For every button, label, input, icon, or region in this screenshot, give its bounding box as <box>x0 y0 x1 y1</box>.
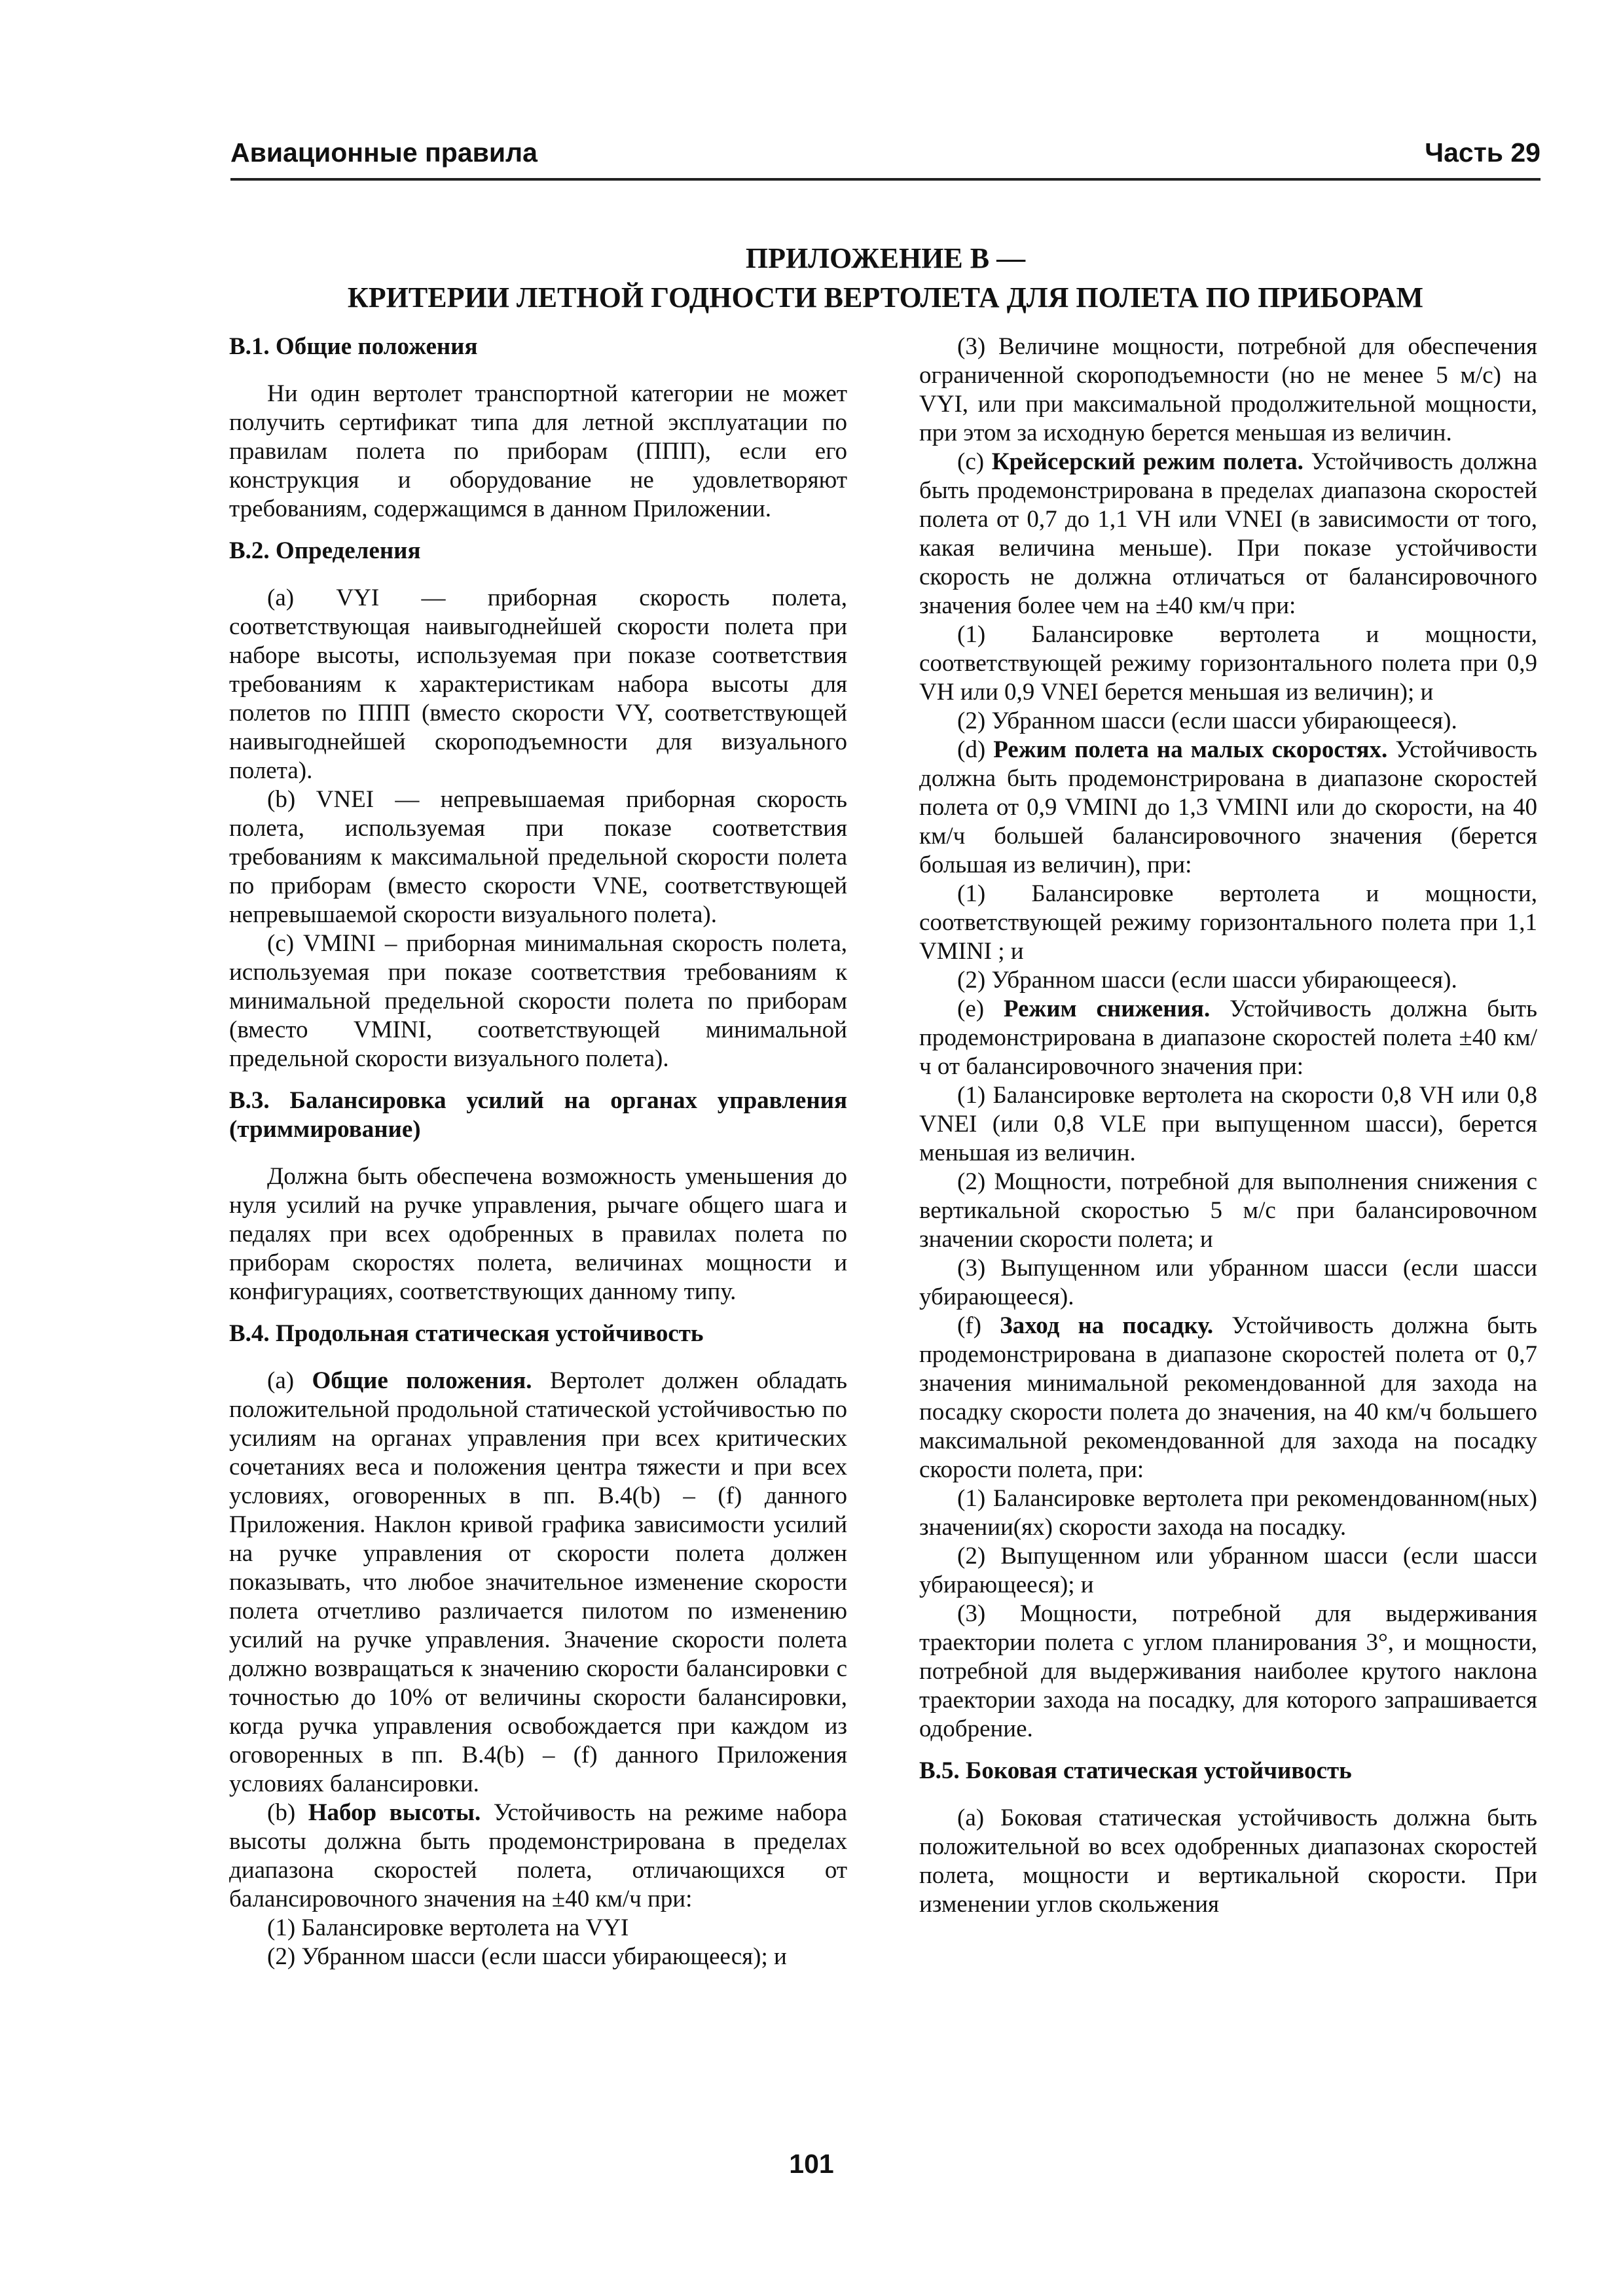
paragraph-body: Устойчивость должна быть продемонстрирована в диапазоне скоростей полета от 0,9 VMINI до 1,3 VMINI или до скорости, на 40 км/ч большей балансировочного значения (берется большая из величин), при: <box>919 736 1537 878</box>
item-prefix: (а) <box>267 1367 312 1394</box>
item-prefix: (f) <box>957 1312 1000 1339</box>
section-heading: В.5. Боковая статическая устойчивость <box>919 1757 1352 1784</box>
paragraph: (а) Боковая статическая устойчивость должна быть положительной во всех одобренных диапазонах скоростей полета, мощности и вертикальной скорости. При изменении углов скольжения <box>919 1804 1537 1918</box>
paragraph: (b) VNEI — непревышаемая приборная скорость полета, используемая при показе соответствия требованиям к максимальной предельной скорости полета по приборам (вместо скорости VNE, соответствующей непревышаемой скорости визуального полета). <box>229 786 847 928</box>
left-text-column <box>229 332 847 1971</box>
paragraph-body: Устойчивость на режиме набора высоты должна быть продемонстрирована в пределах диапазона скоростей полета, отличающихся от балансировочного значения на ±40 км/ч при: <box>229 1799 847 1912</box>
paragraph-lead: Режим снижения. <box>1003 996 1211 1022</box>
running-header <box>230 137 1541 181</box>
paragraph <box>229 1367 847 1799</box>
paragraph-body: Устойчивость должна быть продемонстрирована в диапазоне скоростей полета ±40 км/ч от балансировочного значения при: <box>919 996 1537 1080</box>
paragraph-lead: Крейсерский режим полета. <box>991 448 1304 475</box>
item-prefix: (b) <box>267 1799 308 1826</box>
paragraph: (2) Убранном шасси (если шасси убирающееся). <box>957 967 1457 994</box>
paragraph: (а) VYI — приборная скорость полета, соответствующая наивыгоднейшей скорости полета при наборе высоты, используемая при показе соответствия требованиям к характеристикам набора высоты для полетов по ППП (вместо скорости VY, соответствующей наивыгоднейшей скороподъемности для визуального полета). <box>229 584 847 784</box>
appendix-title-line-2: КРИТЕРИИ ЛЕТНОЙ ГОДНОСТИ ВЕРТОЛЕТА ДЛЯ ПОЛЕТА ПО ПРИБОРАМ <box>347 281 1424 314</box>
appendix-title-block <box>230 239 1541 317</box>
paragraph: (2) Мощности, потребной для выполнения снижения с вертикальной скоростью 5 м/с при балансировочном значении скорости полета; и <box>919 1168 1537 1253</box>
paragraph-body: Вертолет должен обладать положительной продольной статической устойчивостью по усилиям на органах управления при всех критических сочетаниях веса и положения центра тяжести и при всех условиях, оговоренных в пп. В.4(b) – (f) данного Приложения. Наклон кривой графика зависимости усилий на ручке управления от скорости полета должен показывать, что любое значительное изменение скорости полета отчетливо различается пилотом по изменению усилий на ручке управления. Значение скорости полета должно возвращаться к значению скорости балансировки с точностью до 10% от величины скорости балансировки, когда ручка управления освобождается при каждом из оговоренных в пп. В.4(b) – (f) данного Приложения условиях балансировки. <box>229 1367 847 1797</box>
paragraph <box>919 995 1537 1081</box>
paragraph-lead: Заход на посадку. <box>1000 1312 1214 1339</box>
section-heading: В.3. Балансировка усилий на органах управления (триммирование) <box>229 1087 847 1143</box>
header-document-title: Авиационные правила <box>230 137 538 168</box>
paragraph-body: Устойчивость должна быть продемонстрирована в диапазоне скоростей полета от 0,7 значения минимальной рекомендованной для захода на посадку скорости полета до значения, на 40 км/ч большего максимальной рекомендованной для захода на посадку скорости полета, при: <box>919 1312 1538 1483</box>
paragraph-body: Устойчивость должна быть продемонстрирована в пределах диапазона скоростей полета от 0,7 до 1,1 VH или VNEI (в зависимости от того, какая величина меньше). При показе устойчивости скорость не должна отличаться от балансировочного значения более чем на ±40 км/ч при: <box>919 448 1537 619</box>
paragraph-lead: Общие положения. <box>312 1367 532 1394</box>
section-heading: В.4. Продольная статическая устойчивость <box>229 1320 704 1347</box>
paragraph: (3) Мощности, потребной для выдерживания траектории полета с углом планирования 3°, и мощности, потребной для выдерживания наиболее крутого наклона траектории захода на посадку, для которого запрашивается одобрение. <box>919 1600 1537 1742</box>
item-prefix: (d) <box>957 736 994 763</box>
page-number: 101 <box>789 2149 834 2179</box>
paragraph: Должна быть обеспечена возможность уменьшения до нуля усилий на ручке управления, рычаге общего шага и педалях при всех одобренных в правилах полета по приборам скоростях полета, величинах мощности и конфигурациях, соответствующих данному типу. <box>229 1163 847 1305</box>
paragraph: (1) Балансировке вертолета на VYI <box>267 1914 629 1941</box>
paragraph <box>919 736 1537 880</box>
paragraph-lead: Режим полета на малых скоростях. <box>993 736 1388 763</box>
item-prefix: (е) <box>957 996 1004 1022</box>
paragraph: (с) VMINI – приборная минимальная скорость полета, используемая при показе соответствия требованиям к минимальной предельной скорости полета по приборам (вместо VMINI, соответствующей минимальной предельной скорости визуального полета). <box>229 930 847 1072</box>
section-heading: В.1. Общие положения <box>229 333 478 360</box>
paragraph <box>919 448 1537 620</box>
appendix-title-line-1: ПРИЛОЖЕНИЕ В — <box>745 242 1026 274</box>
item-prefix: (с) <box>957 448 992 475</box>
paragraph: (1) Балансировке вертолета и мощности, соответствующей режиму горизонтального полета при 1,1 VMINI ; и <box>919 880 1537 965</box>
paragraph: (3) Величине мощности, потребной для обеспечения ограниченной скороподъемности (но не менее 5 м/с) на VYI, или при максимальной продолжительной мощности, при этом за исходную берется меньшая из величин. <box>919 333 1537 446</box>
paragraph: (1) Балансировке вертолета при рекомендованном(ных) значении(ях) скорости захода на посадку. <box>919 1485 1537 1541</box>
header-part-label: Часть 29 <box>1425 137 1541 168</box>
paragraph: (3) Выпущенном или убранном шасси (если шасси убирающееся). <box>919 1255 1537 1310</box>
right-text-column <box>919 332 1537 1919</box>
paragraph-lead: Набор высоты. <box>308 1799 481 1826</box>
paragraph <box>229 1799 847 1914</box>
paragraph: (2) Выпущенном или убранном шасси (если шасси убирающееся); и <box>919 1543 1537 1598</box>
section-heading: В.2. Определения <box>229 537 421 564</box>
paragraph: (1) Балансировке вертолета и мощности, соответствующей режиму горизонтального полета при 0,9 VH или 0,9 VNEI берется меньшая из величин); и <box>919 621 1537 706</box>
paragraph: Ни один вертолет транспортной категории не может получить сертификат типа для летной эксплуатации по правилам полета по приборам (ППП), если его конструкция и оборудование не удовлетворяют требованиям, содержащимся в данном Приложении. <box>229 380 847 522</box>
paragraph: (1) Балансировке вертолета на скорости 0,8 VH или 0,8 VNEI (или 0,8 VLE при выпущенном шасси), берется меньшая из величин. <box>919 1082 1537 1166</box>
paragraph: (2) Убранном шасси (если шасси убирающееся); и <box>267 1943 787 1970</box>
paragraph <box>919 1312 1537 1484</box>
paragraph: (2) Убранном шасси (если шасси убирающееся). <box>957 708 1457 734</box>
